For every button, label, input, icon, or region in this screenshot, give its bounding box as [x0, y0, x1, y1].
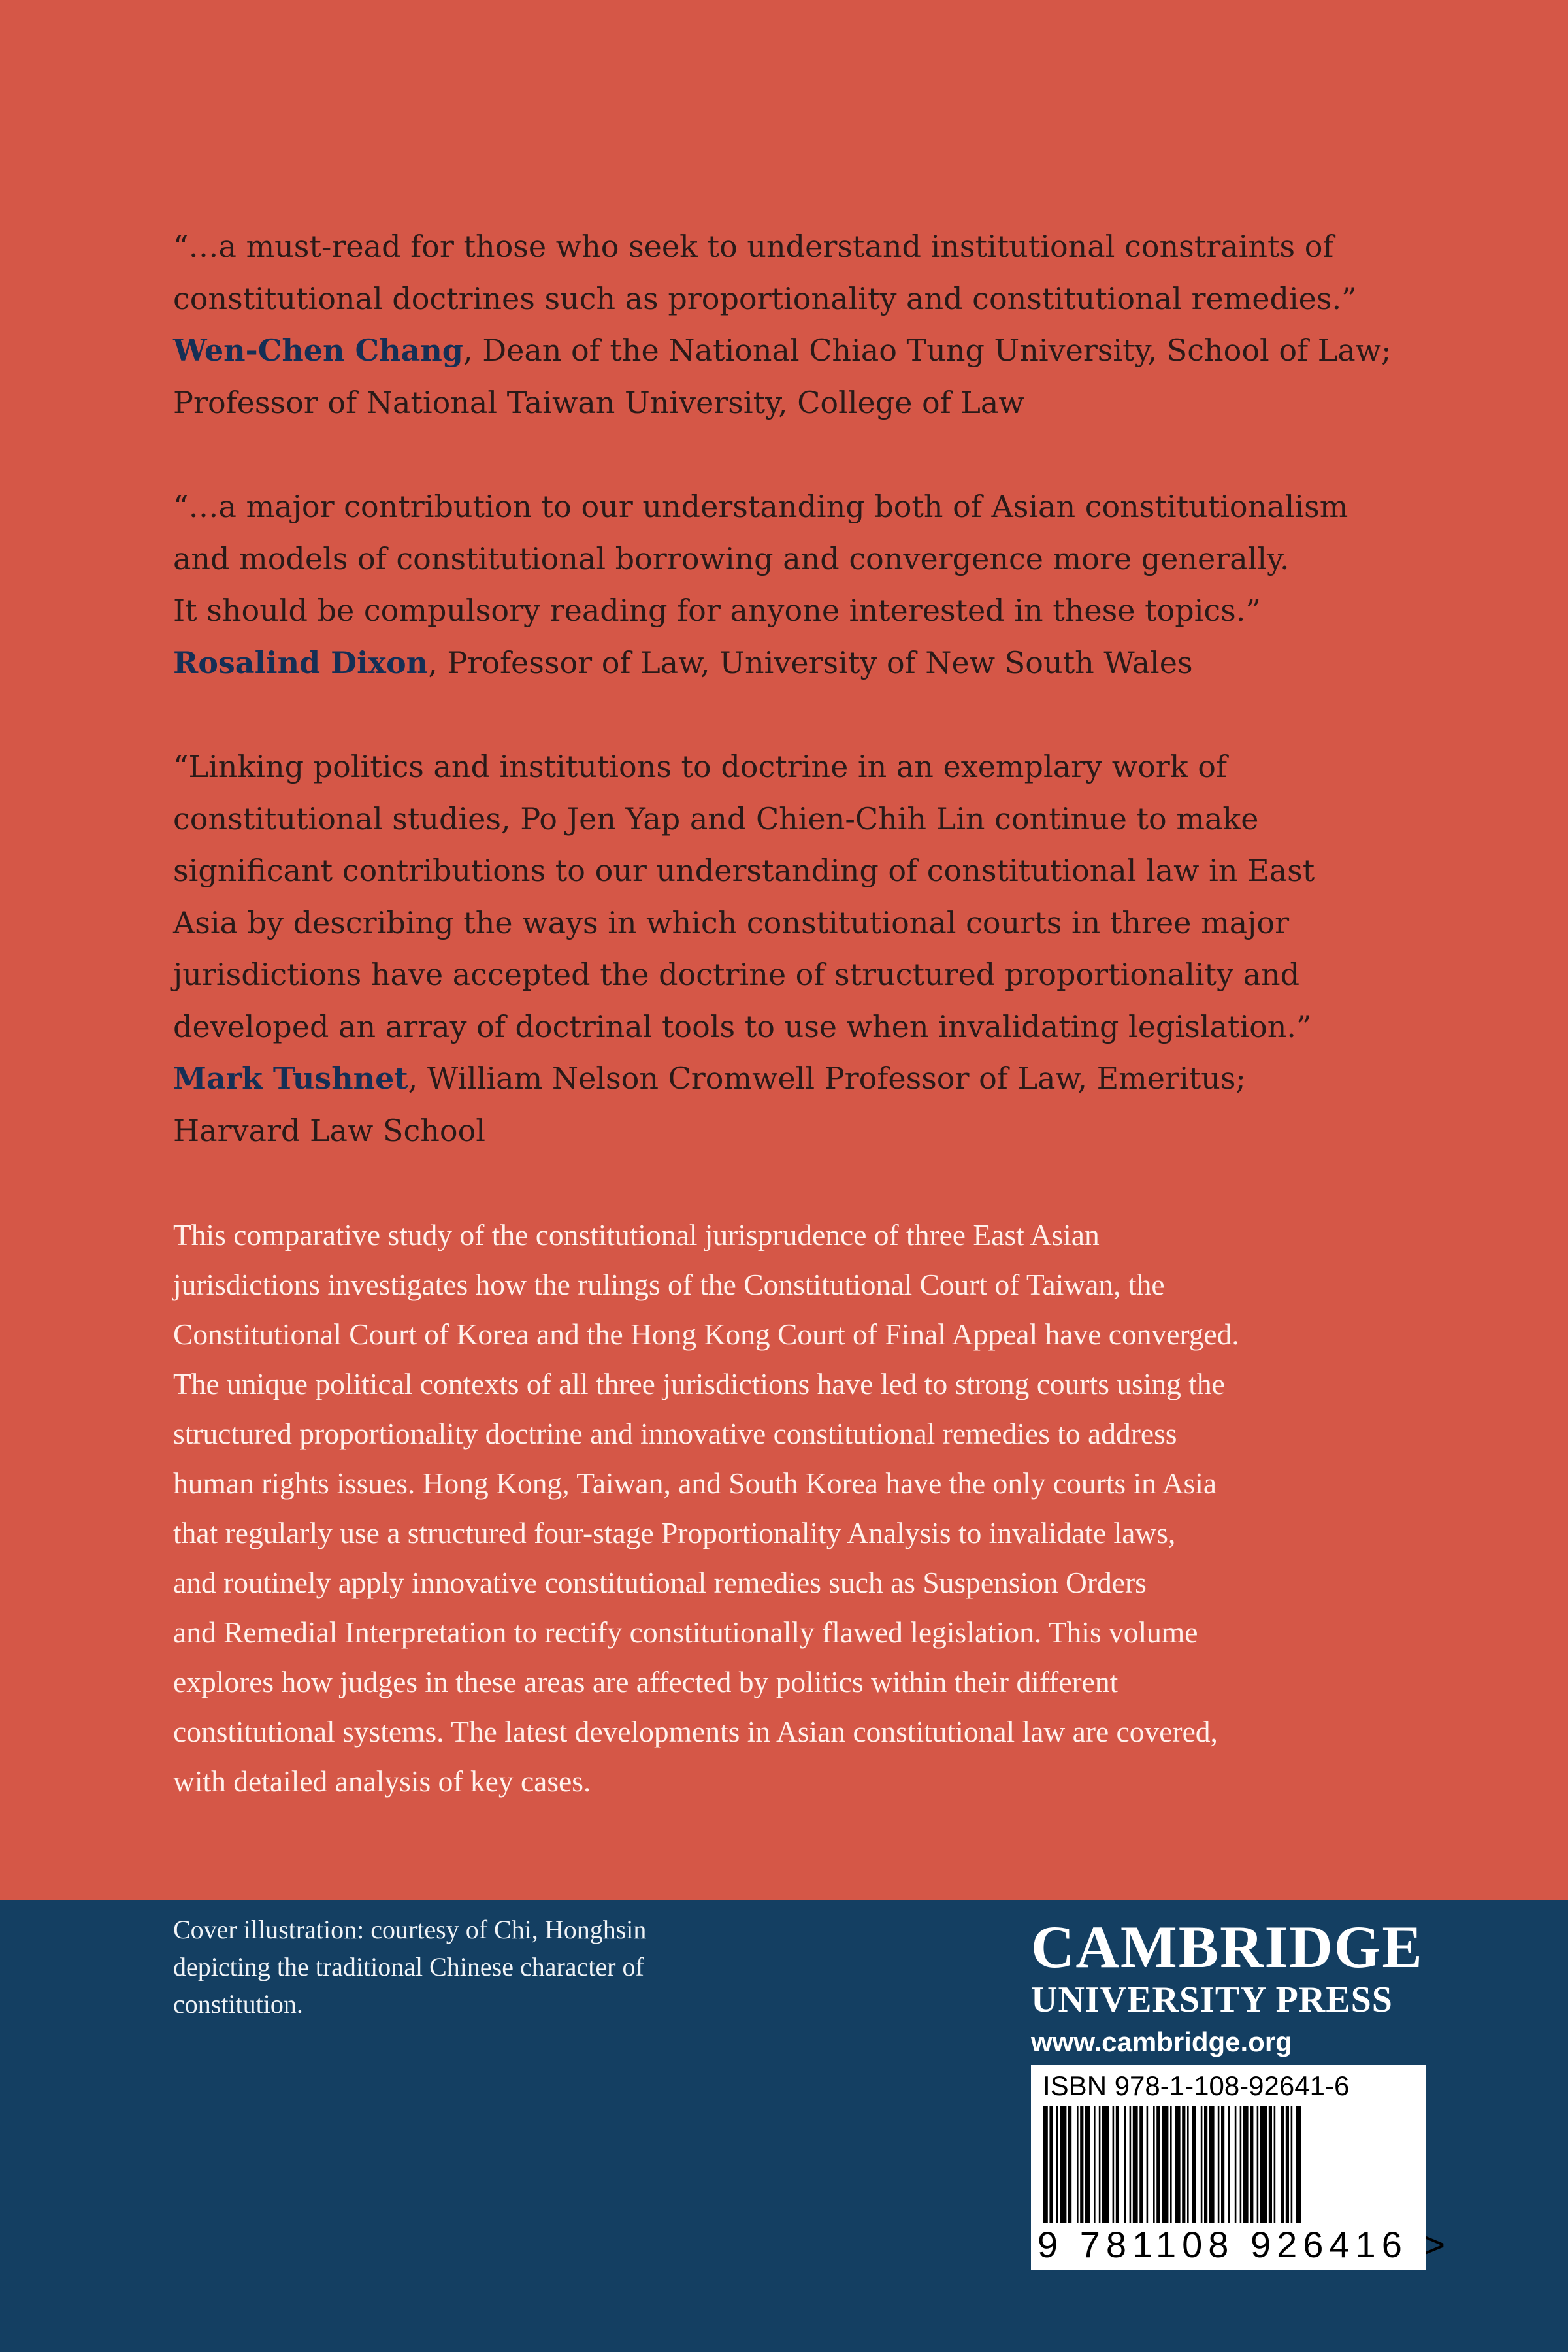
barcode-bar: [1068, 2106, 1071, 2223]
barcode-bar: [1281, 2106, 1284, 2223]
barcode-bar: [1218, 2106, 1220, 2223]
barcode-bar: [1056, 2106, 1058, 2223]
barcode-bar: [1116, 2106, 1119, 2223]
barcode-bar: [1099, 2106, 1101, 2223]
barcode-bar: [1094, 2106, 1096, 2223]
barcode-bar: [1133, 2106, 1138, 2223]
barcode-bar: [1153, 2106, 1155, 2223]
publisher-name: CAMBRIDGE: [1031, 1913, 1424, 1980]
barcode-bar: [1296, 2106, 1301, 2223]
barcode-bar: [1286, 2106, 1289, 2223]
description-line: This comparative study of the constitutional jurisprudence of three East Asian: [173, 1218, 1100, 1251]
barcode-bar: [1204, 2106, 1207, 2223]
isbn-label: ISBN 978-1-108-92641-6: [1043, 2070, 1350, 2101]
description-line: and routinely apply innovative constitutional remedies such as Suspension Orders: [173, 1566, 1147, 1599]
barcode-bar: [1187, 2106, 1189, 2223]
barcode-bar: [1209, 2106, 1215, 2223]
barcode-bar: [1130, 2106, 1132, 2223]
description-line: The unique political contexts of all three jurisdictions have led to strong courts using the: [173, 1367, 1225, 1400]
barcode-bar: [1221, 2106, 1224, 2223]
description-line: constitutional systems. The latest developments in Asian constitutional law are covered,: [173, 1715, 1218, 1748]
endorser-affiliation: , Dean of the National Chiao Tung University, School of Law;: [463, 333, 1392, 368]
endorser-name: Rosalind Dixon: [173, 644, 429, 680]
endorser-affiliation: Professor of National Taiwan University, College of Law: [173, 384, 1024, 420]
endorser-name: Mark Tushnet: [173, 1061, 408, 1096]
ean-digits: 9 781108 926416 >: [1037, 2224, 1452, 2265]
endorsements: [173, 221, 1428, 1209]
barcode-bars: [1043, 2106, 1382, 2223]
publisher-logo: [1031, 1915, 1436, 2060]
publisher-subname: UNIVERSITY PRESS: [1031, 1979, 1393, 2020]
quote-line: significant contributions to our understanding of constitutional law in East: [173, 853, 1315, 888]
publisher-website[interactable]: www.cambridge.org: [1031, 2027, 1292, 2057]
barcode-bar: [1228, 2106, 1230, 2223]
barcode-bar: [1060, 2106, 1066, 2223]
barcode-bar: [1049, 2106, 1053, 2223]
barcode-bar: [1156, 2106, 1160, 2223]
quote-line: “…a major contribution to our understanding both of Asian constitutionalism: [173, 489, 1348, 524]
barcode-bar: [1080, 2106, 1083, 2223]
endorser-affiliation: Harvard Law School: [173, 1112, 485, 1148]
cover-illustration-credit: [173, 1911, 761, 2023]
barcode-bar: [1085, 2106, 1090, 2223]
quote-line: “Linking politics and institutions to doctrine in an exemplary work of: [173, 749, 1228, 784]
barcode-bar: [1291, 2106, 1293, 2223]
barcode-bar: [1162, 2106, 1168, 2223]
credit-line: depicting the traditional Chinese character of: [173, 1952, 644, 1981]
barcode-bar: [1124, 2106, 1126, 2223]
barcode-bar: [1257, 2106, 1259, 2223]
endorser-affiliation: , Professor of Law, University of New South Wales: [428, 644, 1193, 680]
attribution: [173, 1053, 1428, 1105]
credit-line: constitution.: [173, 1989, 303, 2019]
barcode-bar: [1269, 2106, 1272, 2223]
barcode-bar: [1175, 2106, 1181, 2223]
attribution: [173, 637, 1428, 689]
description-line: and Remedial Interpretation to rectify constitutionally flawed legislation. This volume: [173, 1615, 1198, 1649]
barcode-bar: [1147, 2106, 1149, 2223]
quote-line: constitutional doctrines such as proportionality and constitutional remedies.”: [173, 280, 1357, 316]
quote-line: “…a must-read for those who seek to understand institutional constraints of: [173, 229, 1334, 264]
barcode-bar: [1139, 2106, 1143, 2223]
barcode-bar: [1102, 2106, 1109, 2223]
endorser-affiliation: , William Nelson Cromwell Professor of Law, Emeritus;: [408, 1061, 1246, 1096]
barcode-bar: [1113, 2106, 1115, 2223]
description-line: human rights issues. Hong Kong, Taiwan, and South Korea have the only courts in Asia: [173, 1466, 1217, 1500]
description-line: that regularly use a structured four-stage Proportionality Analysis to invalidate laws,: [173, 1516, 1176, 1549]
description-line: explores how judges in these areas are affected by politics within their different: [173, 1665, 1119, 1698]
barcode-bar: [1182, 2106, 1185, 2223]
endorsement-tushnet: [173, 741, 1428, 1157]
barcode-bar: [1274, 2106, 1276, 2223]
description-line: structured proportionality doctrine and innovative constitutional remedies to address: [173, 1417, 1177, 1450]
barcode-bar: [1250, 2106, 1253, 2223]
barcode-bar: [1043, 2106, 1048, 2223]
quote-line: jurisdictions have accepted the doctrine of structured proportionality and: [173, 957, 1300, 992]
quote-line: constitutional studies, Po Jen Yap and Chien-Chih Lin continue to make: [173, 801, 1259, 836]
description-line: Constitutional Court of Korea and the Hong Kong Court of Final Appeal have converged.: [173, 1317, 1239, 1351]
barcode-bar: [1240, 2106, 1242, 2223]
isbn-barcode: [1031, 2065, 1452, 2270]
credit-line: Cover illustration: courtesy of Chi, Honghsin: [173, 1915, 647, 1944]
quote-line: It should be compulsory reading for anyone interested in these topics.”: [173, 593, 1261, 628]
barcode-bar: [1243, 2106, 1249, 2223]
barcode-bar: [1235, 2106, 1237, 2223]
description-line: with detailed analysis of key cases.: [173, 1764, 591, 1798]
description-line: jurisdictions investigates how the rulings of the Constitutional Court of Taiwan, the: [173, 1268, 1165, 1301]
endorser-name: Wen-Chen Chang: [173, 333, 463, 368]
barcode-bar: [1201, 2106, 1203, 2223]
attribution: [173, 325, 1428, 377]
quote-line: developed an array of doctrinal tools to use when invalidating legislation.”: [173, 1008, 1312, 1044]
barcode-bar: [1260, 2106, 1267, 2223]
endorsement-chang: [173, 221, 1428, 429]
quote-line: and models of constitutional borrowing and convergence more generally.: [173, 540, 1290, 576]
book-description: [173, 1210, 1414, 1806]
barcode-bar: [1077, 2106, 1079, 2223]
quote-line: Asia by describing the ways in which constitutional courts in three major: [173, 904, 1290, 940]
barcode-bar: [1192, 2106, 1196, 2223]
endorsement-dixon: [173, 481, 1428, 689]
barcode-bar: [1170, 2106, 1172, 2223]
